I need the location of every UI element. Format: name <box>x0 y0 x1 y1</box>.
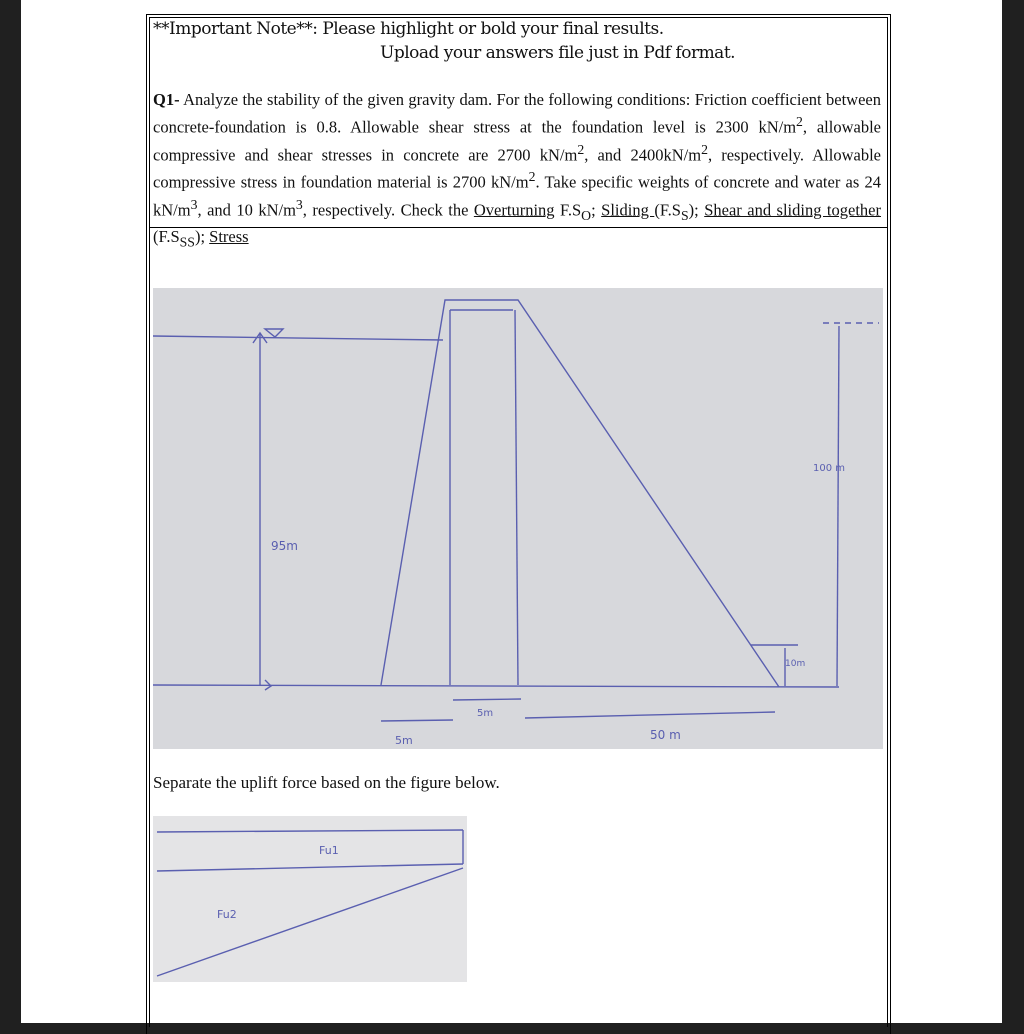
label-5m-top: 5m <box>477 708 494 719</box>
check-sliding: Sliding <box>601 200 655 219</box>
uplift-triangle-hypotenuse <box>157 868 463 976</box>
label-10m: 10m <box>785 659 806 669</box>
check-shear-sliding: Shear and sliding together <box>704 200 881 219</box>
label-5m-base: 5m <box>395 734 413 747</box>
water-level-marker-icon <box>265 329 283 337</box>
check-overturning: Overturning <box>473 200 555 219</box>
label-50m: 50 m <box>650 728 681 742</box>
uplift-figure <box>153 816 467 982</box>
foundation-line <box>153 685 839 687</box>
uplift-rect-bottom <box>157 864 463 871</box>
label-fu1: Fu1 <box>319 844 339 857</box>
label-100m: 100 m <box>813 463 846 474</box>
dam-outline <box>381 300 779 687</box>
dim-line-top-width <box>453 699 521 700</box>
uplift-sketch <box>153 816 467 982</box>
dim-line-base-left <box>381 720 453 721</box>
uplift-instruction: Separate the uplift force based on the figure below. <box>153 773 500 792</box>
check-stress: Stress <box>209 227 249 247</box>
dim-line-100m <box>837 326 839 686</box>
label-95m: 95m <box>271 539 298 553</box>
dam-figure <box>153 288 883 749</box>
important-note: **Important Note**: Please highlight or bold your final results. <box>153 19 664 39</box>
dim-line-50m <box>525 712 775 718</box>
upload-instruction: Upload your answers file just in Pdf format. <box>380 43 736 63</box>
question-1-text: Q1- Analyze the stability of the given gravity dam. For the following conditions: Friction coefficient between concrete-foundation is 0.8. Allowable shear stress at the foundation level is 2300 $kN/m^2$, allowable compressive and shear stresses in concrete are 2700 $kN/m^2$, and $2400kN/m^2$, respectively. Allowable compressive stress in foundation material is 2700 $kN/m^2$. Take specific weights of concrete and water as 24 $kN/m^3$, and 10 $kN/m^3$, respectively. Check the Overturning $F.S_O$; Sliding $(F.S_S)$; Shear and sliding together $(F.S_{SS})$; Stress <box>153 90 881 250</box>
uplift-top-line <box>157 830 463 832</box>
label-fu2: Fu2 <box>217 908 237 921</box>
dam-inner-line-right <box>515 310 518 685</box>
dam-sketch <box>153 288 883 749</box>
upstream-water-surface <box>153 336 443 340</box>
question-label: Q1- <box>153 90 180 109</box>
